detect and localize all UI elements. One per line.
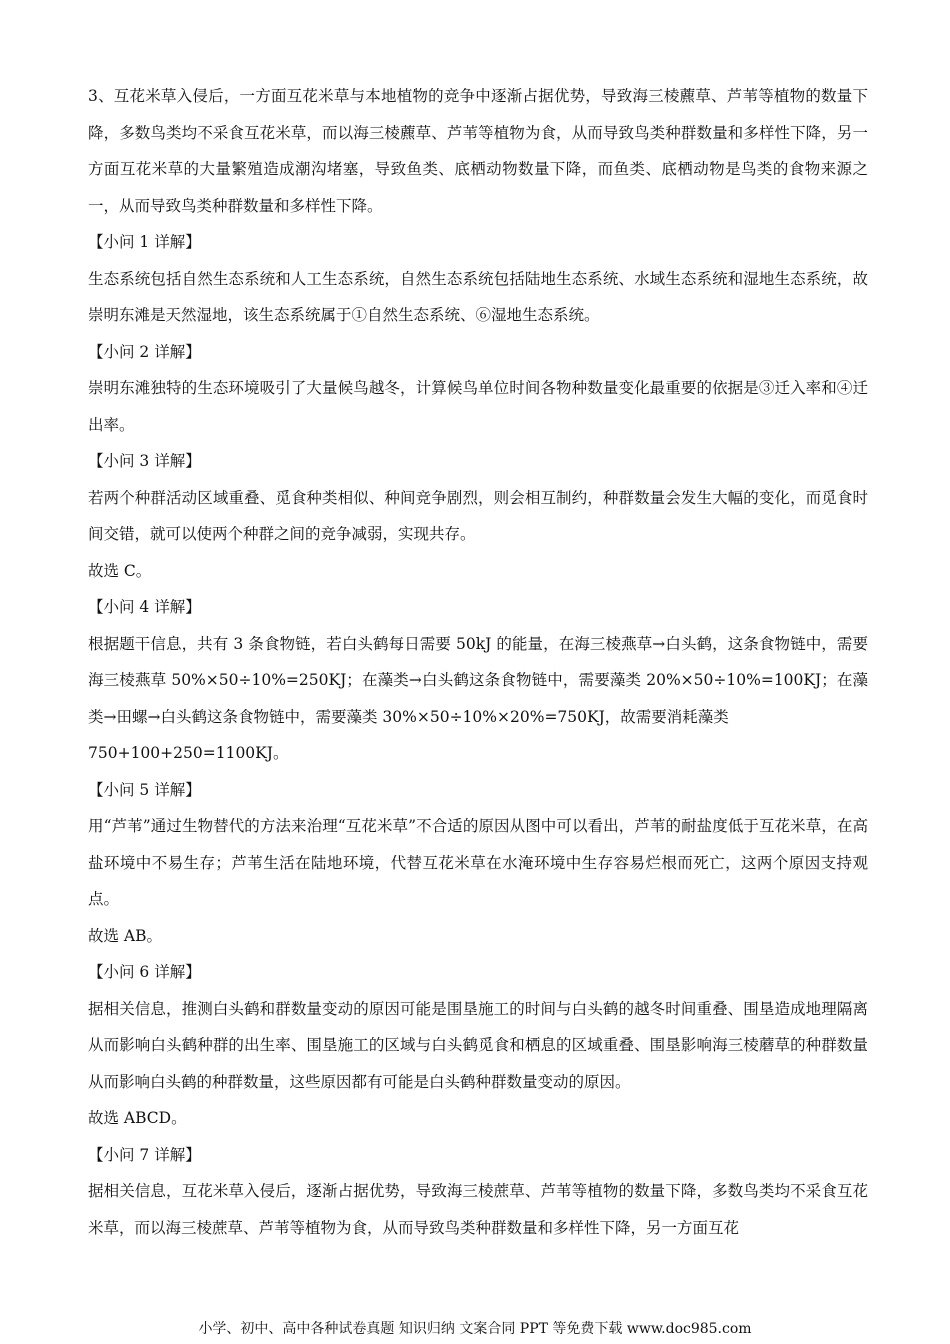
section-heading: 【小问 3 详解】: [88, 452, 201, 470]
paragraph: 据相关信息，推测白头鹤和群数量变动的原因可能是围垦施工的时间与白头鹤的越冬时间重叠、围垦造成地理隔离从而影响白头鹤种群的出生率、围垦施工的区域与白头鹤觅食和栖息的区域重叠、围垦影响海三棱蘑草的种群数量从而影响白头鹤的种群数量，这些原因都有可能是白头鹤种群数量变动的原因。: [88, 999, 868, 1091]
page-footer: 小学、初中、高中各种试卷真题 知识归纳 文案合同 PPT 等免费下载 www.doc985.com: [198, 1321, 752, 1337]
paragraph: 用“芦苇”通过生物替代的方法来治理“互花米草”不合适的原因从图中可以看出，芦苇的耐盐度低于互花米草，在高盐环境中不易生存；芦苇生活在陆地环境，代替互花米草在水淹环境中生存容易烂根而死亡，这两个原因支持观点。: [88, 817, 868, 908]
answer-line: 故选 ABCD。: [88, 1109, 187, 1127]
section-heading: 【小问 5 详解】: [88, 780, 201, 799]
section-heading: 【小问 1 详解】: [88, 233, 201, 251]
paragraph: 据相关信息，互花米草入侵后，逐渐占据优势，导致海三棱蔗草、芦苇等植物的数量下降，多数鸟类均不采食互花米草，而以海三棱蔗草、芦苇等植物为食，从而导致鸟类种群数量和多样性下降，另一方面互花: [88, 1182, 868, 1237]
paragraph: 若两个种群活动区域重叠、觅食种类相似、种间竞争剧烈，则会相互制约，种群数量会发生大幅的变化，而觅食时间交错，就可以使两个种群之间的竞争减弱，实现共存。: [88, 488, 868, 543]
section-heading: 【小问 2 详解】: [88, 342, 201, 361]
answer-line: 故选 C。: [88, 561, 152, 580]
paragraph: 3、互花米草入侵后，一方面互花米草与本地植物的竞争中逐渐占据优势，导致海三棱藨草、芦苇等植物的数量下降，多数鸟类均不采食互花米草，而以海三棱藨草、芦苇等植物为食，从而导致鸟类种群数量和多样性下降，另一方面互花米草的大量繁殖造成潮沟堵塞，导致鱼类、底栖动物数量下降，而鱼类、底栖动物是鸟类的食物来源之一，从而导致鸟类种群数量和多样性下降。: [88, 87, 868, 215]
answer-line: 故选 AB。: [88, 926, 163, 945]
document-body: [88, 78, 868, 1246]
section-heading: 【小问 6 详解】: [88, 963, 201, 981]
section-heading: 【小问 4 详解】: [88, 598, 201, 616]
section-heading: 【小问 7 详解】: [88, 1145, 201, 1164]
paragraph: 生态系统包括自然生态系统和人工生态系统，自然生态系统包括陆地生态系统、水域生态系统和湿地生态系统，故崇明东滩是天然湿地，该生态系统属于①自然生态系统、⑥湿地生态系统。: [88, 269, 868, 324]
paragraph: 根据题干信息，共有 3 条食物链，若白头鹤每日需要 50kJ 的能量，在海三棱燕草→白头鹤，这条食物链中，需要海三棱燕草 50%×50÷10%=250KJ；在藻类→白头鹤这条食物链中，需要藻类 20%×50÷10%=100KJ；在藻类→田螺→白头鹤这条食物链中，需要藻类 30%×50÷10%×20%=750KJ，故需要消耗藻类: [88, 634, 868, 726]
paragraph: 750+100+250=1100KJ。: [88, 744, 289, 762]
paragraph: 崇明东滩独特的生态环境吸引了大量候鸟越冬，计算候鸟单位时间各物种数量变化最重要的依据是③迁入率和④迁出率。: [88, 379, 868, 434]
